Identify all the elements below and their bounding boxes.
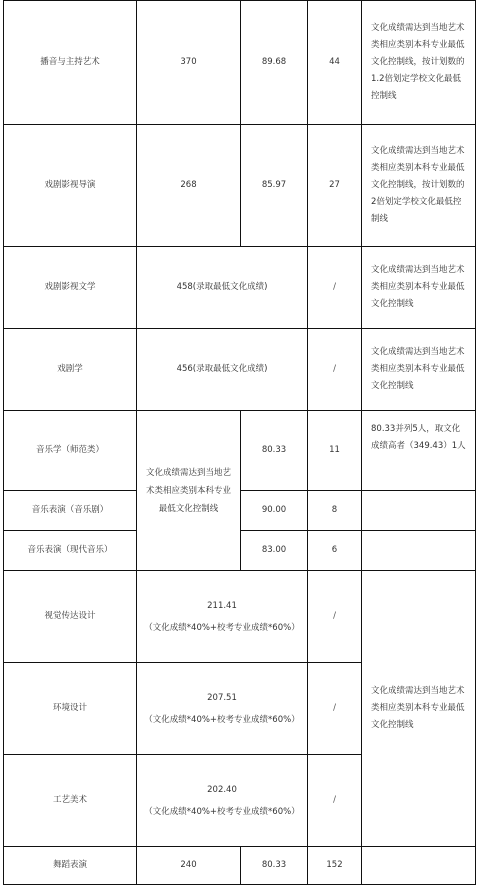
major-cell: 戏剧影视导演 <box>4 125 137 247</box>
composite-score-cell <box>137 755 308 847</box>
merged-note-cell: 文化成绩需达到当地艺术类相应类别本科专业最低文化控制线 <box>137 411 241 571</box>
note-cell <box>362 491 476 531</box>
major-cell: 音乐学（师范类） <box>4 411 137 491</box>
merged-score-cell: 458(录取最低文化成绩) <box>137 247 308 329</box>
note-cell: 文化成绩需达到当地艺术类相应类别本科专业最低文化控制线，按计划数的2倍划定学校文化最低控制线 <box>362 125 476 247</box>
composite-formula: （文化成绩*40%+校考专业成绩*60%） <box>144 714 300 725</box>
composite-score-value: 211.41 <box>207 600 237 611</box>
major-cell: 戏剧学 <box>4 329 137 411</box>
major-cell: 音乐表演（音乐剧） <box>4 491 137 531</box>
major-cell: 播音与主持艺术 <box>4 1 137 125</box>
composite-score-value: 202.40 <box>207 784 237 795</box>
count-cell: / <box>308 755 362 847</box>
count-cell: 152 <box>308 847 362 885</box>
admission-score-table <box>3 0 476 885</box>
major-cell: 戏剧影视文学 <box>4 247 137 329</box>
note-cell: 文化成绩需达到当地艺术类相应类别本科专业最低文化控制线 <box>362 571 476 847</box>
note-cell <box>362 531 476 571</box>
note-cell: 文化成绩需达到当地艺术类相应类别本科专业最低文化控制线，按计划数的1.2倍划定学校文化最低控制线 <box>362 1 476 125</box>
composite-formula: （文化成绩*40%+校考专业成绩*60%） <box>144 806 300 817</box>
table-row <box>4 411 476 491</box>
major-cell: 舞蹈表演 <box>4 847 137 885</box>
composite-score-value: 207.51 <box>207 692 237 703</box>
table-row <box>4 1 476 125</box>
note-cell: 文化成绩需达到当地艺术类相应类别本科专业最低文化控制线 <box>362 329 476 411</box>
culture-score-cell: 90.00 <box>241 491 308 531</box>
table-row <box>4 571 476 663</box>
note-cell <box>362 847 476 885</box>
culture-score-cell: 83.00 <box>241 531 308 571</box>
score-cell: 268 <box>137 125 241 247</box>
count-cell: 44 <box>308 1 362 125</box>
score-cell: 240 <box>137 847 241 885</box>
count-cell: 11 <box>308 411 362 491</box>
count-cell: / <box>308 247 362 329</box>
merged-score-cell: 456(录取最低文化成绩) <box>137 329 308 411</box>
culture-score-cell: 80.33 <box>241 411 308 491</box>
table-row <box>4 125 476 247</box>
note-cell: 文化成绩需达到当地艺术类相应类别本科专业最低文化控制线 <box>362 247 476 329</box>
count-cell: / <box>308 329 362 411</box>
table-row <box>4 847 476 885</box>
culture-score-cell: 89.68 <box>241 1 308 125</box>
table-row <box>4 329 476 411</box>
composite-score-cell <box>137 571 308 663</box>
score-cell: 370 <box>137 1 241 125</box>
major-cell: 音乐表演（现代音乐） <box>4 531 137 571</box>
note-cell: 80.33并列5人，取文化成绩高者（349.43）1人 <box>362 411 476 491</box>
composite-formula: （文化成绩*40%+校考专业成绩*60%） <box>144 622 300 633</box>
major-cell: 视觉传达设计 <box>4 571 137 663</box>
count-cell: 27 <box>308 125 362 247</box>
count-cell: / <box>308 571 362 663</box>
table-row <box>4 247 476 329</box>
count-cell: 6 <box>308 531 362 571</box>
composite-score-cell <box>137 663 308 755</box>
culture-score-cell: 85.97 <box>241 125 308 247</box>
major-cell: 工艺美术 <box>4 755 137 847</box>
culture-score-cell: 80.33 <box>241 847 308 885</box>
count-cell: 8 <box>308 491 362 531</box>
count-cell: / <box>308 663 362 755</box>
major-cell: 环境设计 <box>4 663 137 755</box>
